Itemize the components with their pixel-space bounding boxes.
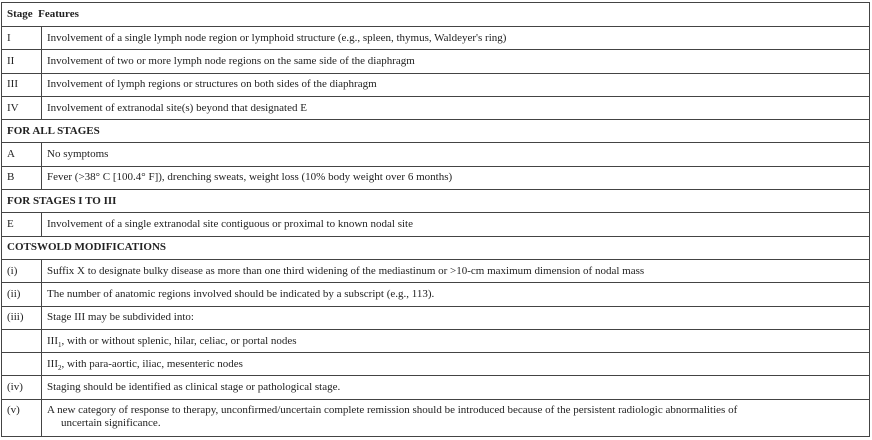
section-heading: FOR ALL STAGES [2,120,870,143]
table-row [2,329,870,352]
table-row [2,213,870,236]
feature-line-continued: uncertain significance. [61,416,161,429]
feature-cell [42,353,870,376]
substage-text: , with or without splenic, hilar, celiac, or portal nodes [61,334,297,347]
feature-cell: Involvement of a single lymph node region or lymphoid structure (e.g., spleen, thymus, Waldeyer's ring) [42,27,870,50]
stage-cell: (ii) [2,283,42,306]
stage-cell: I [2,27,42,50]
substage-prefix: III [47,334,58,347]
table-row [2,353,870,376]
stage-cell: A [2,143,42,166]
empty-cell [2,353,42,376]
feature-cell [42,399,870,436]
feature-cell: The number of anatomic regions involved should be indicated by a subscript (e.g., 113). [42,283,870,306]
feature-line: A new category of response to therapy, unconfirmed/uncertain complete remission should be introduced because of the persistent radiologic abnormalities of [47,403,738,416]
table-row [2,376,870,399]
section-row [2,190,870,213]
feature-cell: Involvement of lymph regions or structures on both sides of the diaphragm [42,73,870,96]
table-row [2,143,870,166]
header-stage: Stage [7,8,33,20]
feature-cell: Involvement of a single extranodal site contiguous or proximal to known nodal site [42,213,870,236]
feature-cell: Suffix X to designate bulky disease as more than one third widening of the mediastinum or >10-cm maximum dimension of nodal mass [42,259,870,282]
stage-cell: IV [2,96,42,119]
header-features: Features [38,8,79,20]
table-row [2,399,870,436]
table-row [2,306,870,329]
feature-cell: Involvement of extranodal site(s) beyond that designated E [42,96,870,119]
stage-cell: (i) [2,259,42,282]
feature-cell: Staging should be identified as clinical stage or pathological stage. [42,376,870,399]
table-row [2,50,870,73]
table-row [2,73,870,96]
table-row [2,96,870,119]
table-row [2,166,870,189]
feature-cell: Fever (>38° C [100.4° F]), drenching sweats, weight loss (10% body weight over 6 months) [42,166,870,189]
feature-cell: Stage III may be subdivided into: [42,306,870,329]
stage-cell: III [2,73,42,96]
hodgkin-staging-table [1,2,870,437]
substage-subscript: 2 [58,363,62,372]
table-row [2,283,870,306]
substage-prefix: III [47,357,58,370]
table-header-row [2,3,870,27]
table-row [2,27,870,50]
section-heading: FOR STAGES I TO III [2,190,870,213]
substage-subscript: 1 [58,340,62,349]
stage-cell: (iii) [2,306,42,329]
stage-cell: E [2,213,42,236]
section-row [2,236,870,259]
stage-cell: (iv) [2,376,42,399]
stage-cell: B [2,166,42,189]
stage-cell: (v) [2,399,42,436]
feature-cell: Involvement of two or more lymph node regions on the same side of the diaphragm [42,50,870,73]
substage-text: , with para-aortic, iliac, mesenteric nodes [61,357,243,370]
section-row [2,120,870,143]
empty-cell [2,329,42,352]
table-row [2,259,870,282]
section-heading: COTSWOLD MODIFICATIONS [2,236,870,259]
header-cell [2,3,870,27]
stage-cell: II [2,50,42,73]
feature-cell: No symptoms [42,143,870,166]
feature-cell [42,329,870,352]
